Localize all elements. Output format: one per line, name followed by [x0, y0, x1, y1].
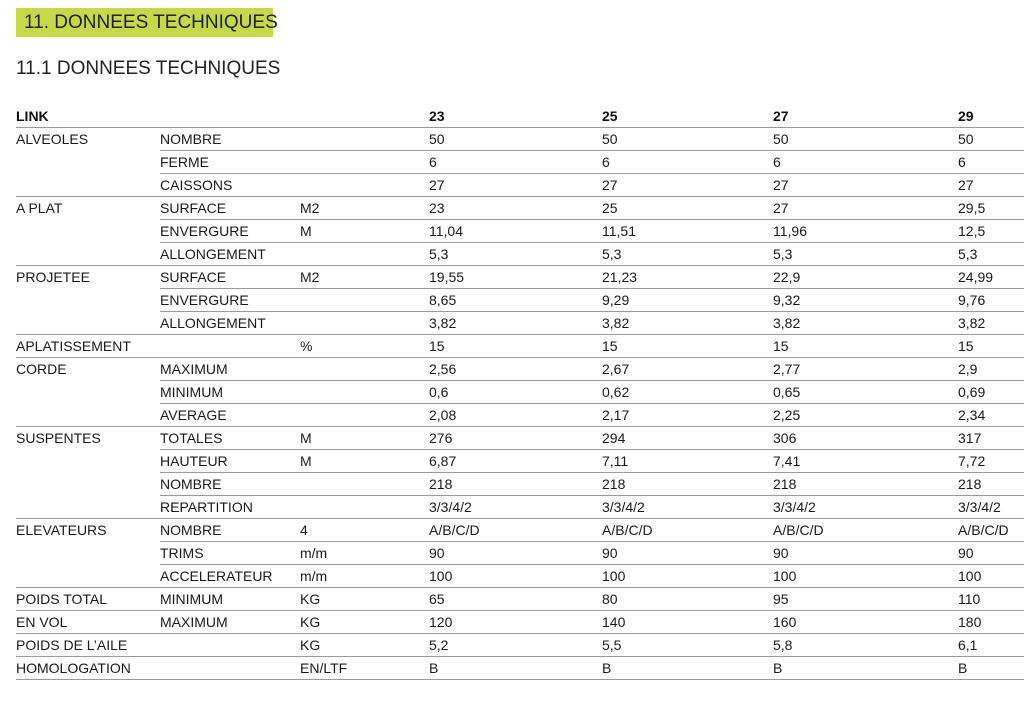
cell-size-25: 218 — [602, 473, 773, 496]
cell-size-25: 100 — [602, 565, 773, 588]
subsection-title: 11.1 DONNEES TECHNIQUES — [16, 58, 281, 79]
cell-size-23: 19,55 — [429, 266, 602, 289]
cell-size-29: 3/3/4/2 — [958, 496, 1024, 519]
header-cell-category: LINK — [16, 105, 160, 128]
cell-size-23: 2,08 — [429, 404, 602, 427]
cell-size-25: 9,29 — [602, 289, 773, 312]
cell-parameter: SURFACE — [160, 197, 300, 220]
cell-parameter: REPARTITION — [160, 496, 300, 519]
section-title: 11. DONNEES TECHNIQUES — [16, 8, 273, 37]
cell-parameter: MAXIMUM — [160, 358, 300, 381]
cell-size-25: 2,17 — [602, 404, 773, 427]
cell-size-25: 11,51 — [602, 220, 773, 243]
cell-size-27: 15 — [773, 335, 958, 358]
cell-size-23: 218 — [429, 473, 602, 496]
cell-size-25: 50 — [602, 128, 773, 151]
cell-parameter: HAUTEUR — [160, 450, 300, 473]
cell-size-29: 100 — [958, 565, 1024, 588]
cell-size-29: 5,3 — [958, 243, 1024, 266]
cell-size-29: 12,5 — [958, 220, 1024, 243]
cell-category: PROJETEE — [16, 269, 90, 286]
cell-size-27: 7,41 — [773, 450, 958, 473]
cell-category — [16, 243, 160, 266]
cell-size-29: 90 — [958, 542, 1024, 565]
cell-size-25: 6 — [602, 151, 773, 174]
cell-size-27: 218 — [773, 473, 958, 496]
cell-size-23: 5,3 — [429, 243, 602, 266]
cell-parameter: SURFACE — [160, 266, 300, 289]
cell-category — [16, 151, 160, 174]
cell-size-23: A/B/C/D — [429, 519, 602, 542]
cell-size-25: 3/3/4/2 — [602, 496, 773, 519]
cell-size-27: 160 — [773, 611, 958, 634]
cell-size-29: 15 — [958, 335, 1024, 358]
cell-unit — [300, 174, 429, 197]
cell-unit: M — [300, 427, 429, 450]
cell-size-27: 3,82 — [773, 312, 958, 335]
cell-size-27: B — [773, 657, 958, 680]
cell-size-29: 9,76 — [958, 289, 1024, 312]
cell-unit: KG — [300, 588, 429, 611]
cell-category — [16, 289, 160, 312]
cell-size-25: B — [602, 657, 773, 680]
cell-category — [16, 450, 160, 473]
cell-category — [16, 473, 160, 496]
cell-size-25: 294 — [602, 427, 773, 450]
cell-size-25: 27 — [602, 174, 773, 197]
table-row — [16, 427, 1024, 450]
cell-size-25: 80 — [602, 588, 773, 611]
table-row — [16, 657, 1024, 680]
cell-unit — [300, 151, 429, 174]
cell-parameter: ALLONGEMENT — [160, 312, 300, 335]
cell-size-23: B — [429, 657, 602, 680]
cell-size-27: 95 — [773, 588, 958, 611]
cell-size-29: 6 — [958, 151, 1024, 174]
table-row — [16, 588, 1024, 611]
cell-unit: M2 — [300, 197, 429, 220]
cell-size-25: 0,62 — [602, 381, 773, 404]
cell-parameter: NOMBRE — [160, 473, 300, 496]
cell-size-27: 100 — [773, 565, 958, 588]
cell-parameter: ALLONGEMENT — [160, 243, 300, 266]
cell-unit: m/m — [300, 542, 429, 565]
table-row — [16, 519, 1024, 542]
cell-size-27: 0,65 — [773, 381, 958, 404]
cell-size-23: 8,65 — [429, 289, 602, 312]
cell-size-29: A/B/C/D — [958, 519, 1024, 542]
cell-unit — [300, 358, 429, 381]
cell-size-29: 110 — [958, 588, 1024, 611]
header-cell-unit — [300, 105, 429, 128]
cell-size-25: 3,82 — [602, 312, 773, 335]
cell-size-23: 50 — [429, 128, 602, 151]
table-row — [16, 266, 1024, 289]
cell-size-23: 0,6 — [429, 381, 602, 404]
cell-size-29: 3,82 — [958, 312, 1024, 335]
cell-size-29: 218 — [958, 473, 1024, 496]
table-row — [16, 243, 1024, 266]
cell-category: EN VOL — [16, 611, 160, 634]
cell-parameter: TRIMS — [160, 542, 300, 565]
cell-size-23: 6,87 — [429, 450, 602, 473]
cell-unit: 4 — [300, 519, 429, 542]
cell-category: A PLAT — [16, 200, 63, 217]
cell-size-27: 3/3/4/2 — [773, 496, 958, 519]
cell-category: POIDS TOTAL — [16, 588, 160, 611]
cell-parameter: ACCELERATEUR — [160, 565, 300, 588]
table-row — [16, 496, 1024, 519]
cell-size-29: 2,34 — [958, 404, 1024, 427]
cell-unit: m/m — [300, 565, 429, 588]
cell-unit — [300, 381, 429, 404]
cell-category: ELEVATEURS — [16, 522, 107, 539]
cell-unit — [300, 473, 429, 496]
cell-size-29: 50 — [958, 128, 1024, 151]
cell-size-29: 29,5 — [958, 197, 1024, 220]
cell-size-25: A/B/C/D — [602, 519, 773, 542]
cell-size-27: 5,8 — [773, 634, 958, 657]
cell-category — [16, 381, 160, 404]
cell-unit: KG — [300, 634, 429, 657]
cell-unit: M — [300, 220, 429, 243]
cell-size-23: 276 — [429, 427, 602, 450]
cell-size-29: 180 — [958, 611, 1024, 634]
cell-parameter: NOMBRE — [160, 519, 300, 542]
cell-size-23: 6 — [429, 151, 602, 174]
cell-size-23: 23 — [429, 197, 602, 220]
table-row — [16, 151, 1024, 174]
cell-size-29: 2,9 — [958, 358, 1024, 381]
cell-unit — [300, 312, 429, 335]
table-row — [16, 335, 1024, 358]
table-row — [16, 611, 1024, 634]
cell-parameter: NOMBRE — [160, 128, 300, 151]
cell-size-29: 317 — [958, 427, 1024, 450]
cell-unit: M2 — [300, 266, 429, 289]
header-cell-size-25: 25 — [602, 105, 773, 128]
table-row — [16, 634, 1024, 657]
cell-size-23: 11,04 — [429, 220, 602, 243]
table-row — [16, 174, 1024, 197]
header-cell-size-29: 29 — [958, 105, 1024, 128]
cell-size-23: 120 — [429, 611, 602, 634]
cell-size-23: 3,82 — [429, 312, 602, 335]
cell-size-27: 11,96 — [773, 220, 958, 243]
table-row — [16, 542, 1024, 565]
table-body — [16, 128, 1024, 680]
table-row — [16, 220, 1024, 243]
cell-size-27: 90 — [773, 542, 958, 565]
cell-size-25: 140 — [602, 611, 773, 634]
cell-parameter: MINIMUM — [160, 381, 300, 404]
cell-category: SUSPENTES — [16, 430, 101, 447]
cell-size-29: 7,72 — [958, 450, 1024, 473]
cell-category — [16, 404, 160, 427]
cell-size-25: 15 — [602, 335, 773, 358]
cell-size-29: B — [958, 657, 1024, 680]
cell-size-27: 9,32 — [773, 289, 958, 312]
cell-size-27: 5,3 — [773, 243, 958, 266]
cell-size-27: 6 — [773, 151, 958, 174]
cell-size-29: 24,99 — [958, 266, 1024, 289]
cell-unit — [300, 404, 429, 427]
technical-data-table — [16, 105, 1024, 680]
cell-size-27: 306 — [773, 427, 958, 450]
cell-parameter: TOTALES — [160, 427, 300, 450]
cell-unit: % — [300, 335, 429, 358]
cell-category — [16, 220, 160, 243]
header-cell-size-27: 27 — [773, 105, 958, 128]
cell-parameter — [160, 335, 300, 358]
table-row — [16, 404, 1024, 427]
header-cell-size-23: 23 — [429, 105, 602, 128]
cell-size-25: 2,67 — [602, 358, 773, 381]
cell-unit — [300, 243, 429, 266]
cell-size-25: 5,3 — [602, 243, 773, 266]
cell-category — [16, 174, 160, 197]
cell-category — [16, 565, 160, 588]
cell-size-23: 15 — [429, 335, 602, 358]
cell-parameter: FERME — [160, 151, 300, 174]
cell-size-29: 0,69 — [958, 381, 1024, 404]
cell-category: POIDS DE L’AILE — [16, 634, 160, 657]
cell-parameter: MAXIMUM — [160, 611, 300, 634]
cell-size-23: 27 — [429, 174, 602, 197]
cell-parameter: ENVERGURE — [160, 289, 300, 312]
cell-size-27: 50 — [773, 128, 958, 151]
table-row — [16, 381, 1024, 404]
cell-size-23: 90 — [429, 542, 602, 565]
cell-unit — [300, 128, 429, 151]
cell-parameter: ENVERGURE — [160, 220, 300, 243]
cell-size-25: 21,23 — [602, 266, 773, 289]
table-row — [16, 312, 1024, 335]
header-cell-parameter — [160, 105, 300, 128]
cell-size-27: 22,9 — [773, 266, 958, 289]
cell-parameter — [160, 657, 300, 680]
cell-size-23: 65 — [429, 588, 602, 611]
cell-size-27: 2,77 — [773, 358, 958, 381]
cell-size-25: 90 — [602, 542, 773, 565]
cell-category — [16, 312, 160, 335]
table-row — [16, 197, 1024, 220]
cell-unit — [300, 496, 429, 519]
cell-parameter: AVERAGE — [160, 404, 300, 427]
cell-parameter: CAISSONS — [160, 174, 300, 197]
cell-unit: M — [300, 450, 429, 473]
cell-size-29: 27 — [958, 174, 1024, 197]
table-row — [16, 450, 1024, 473]
cell-size-25: 5,5 — [602, 634, 773, 657]
cell-size-25: 7,11 — [602, 450, 773, 473]
cell-category: CORDE — [16, 361, 67, 378]
cell-size-23: 100 — [429, 565, 602, 588]
cell-size-23: 2,56 — [429, 358, 602, 381]
cell-size-29: 6,1 — [958, 634, 1024, 657]
cell-unit: KG — [300, 611, 429, 634]
cell-parameter: MINIMUM — [160, 588, 300, 611]
cell-category — [16, 542, 160, 565]
cell-size-27: 2,25 — [773, 404, 958, 427]
cell-category: ALVEOLES — [16, 131, 89, 148]
table-row — [16, 565, 1024, 588]
table-row — [16, 289, 1024, 312]
cell-size-27: 27 — [773, 174, 958, 197]
cell-size-27: A/B/C/D — [773, 519, 958, 542]
cell-unit — [300, 289, 429, 312]
cell-parameter — [160, 634, 300, 657]
cell-category — [16, 496, 160, 519]
cell-category: APLATISSEMENT — [16, 335, 160, 358]
table-row — [16, 128, 1024, 151]
cell-size-25: 25 — [602, 197, 773, 220]
cell-unit: EN/LTF — [300, 657, 429, 680]
cell-size-27: 27 — [773, 197, 958, 220]
cell-category: HOMOLOGATION — [16, 657, 160, 680]
cell-size-23: 3/3/4/2 — [429, 496, 602, 519]
table-row — [16, 473, 1024, 496]
table-header-row — [16, 105, 1024, 128]
cell-size-23: 5,2 — [429, 634, 602, 657]
table-row — [16, 358, 1024, 381]
